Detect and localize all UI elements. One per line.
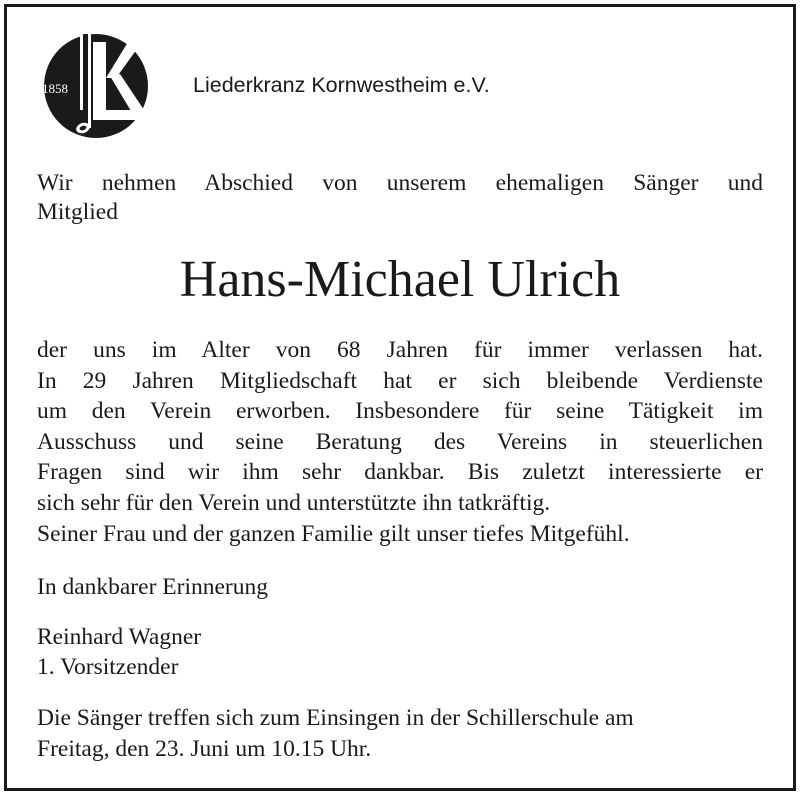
gathering-notice <box>37 703 763 764</box>
notice-line: Die Sänger treffen sich zum Einsingen in der Schillerschule am <box>37 705 634 731</box>
logo-note-stem <box>88 100 91 128</box>
body-line: der uns im Alter von 68 Jahren für immer verlassen hat. <box>37 337 763 363</box>
body-line: Fragen sind wir ihm sehr dankbar. Bis zuletzt interessierte er <box>37 459 763 486</box>
body-line: In 29 Jahren Mitgliedschaft hat er sich bleibende Verdienste <box>37 367 763 394</box>
obituary-body <box>37 335 763 549</box>
signer-name: Reinhard Wagner <box>37 624 202 650</box>
signer-role: 1. Vorsitzender <box>37 654 179 680</box>
logo-k-stem <box>93 42 106 120</box>
logo-year: 1858 <box>42 81 68 96</box>
intro-line: Wir nehmen Abschied von unserem ehemaligen Sänger und <box>37 170 763 196</box>
intro-text <box>37 169 763 227</box>
closing-phrase: In dankbarer Erinnerung <box>37 574 268 600</box>
body-line: sich sehr für den Verein und unterstützte ihn tatkräftig. <box>37 489 551 516</box>
deceased-name: Hans-Michael Ulrich <box>179 251 621 308</box>
organization-name: Liederkranz Kornwestheim e.V. <box>193 73 490 97</box>
logo-l-foot <box>93 110 150 120</box>
intro-line: Mitglied <box>37 199 118 225</box>
club-logo <box>36 34 152 140</box>
notice-line: Freitag, den 23. Juni um 10.15 Uhr. <box>37 735 372 762</box>
body-line: Seiner Frau und der ganzen Familie gilt unser tiefes Mitgefühl. <box>37 520 630 547</box>
body-line: um den Verein erworben. Insbesondere für seine Tätigkeit im <box>37 398 763 425</box>
body-line: Ausschuss und seine Beratung des Vereins in steuerlichen <box>37 428 763 455</box>
